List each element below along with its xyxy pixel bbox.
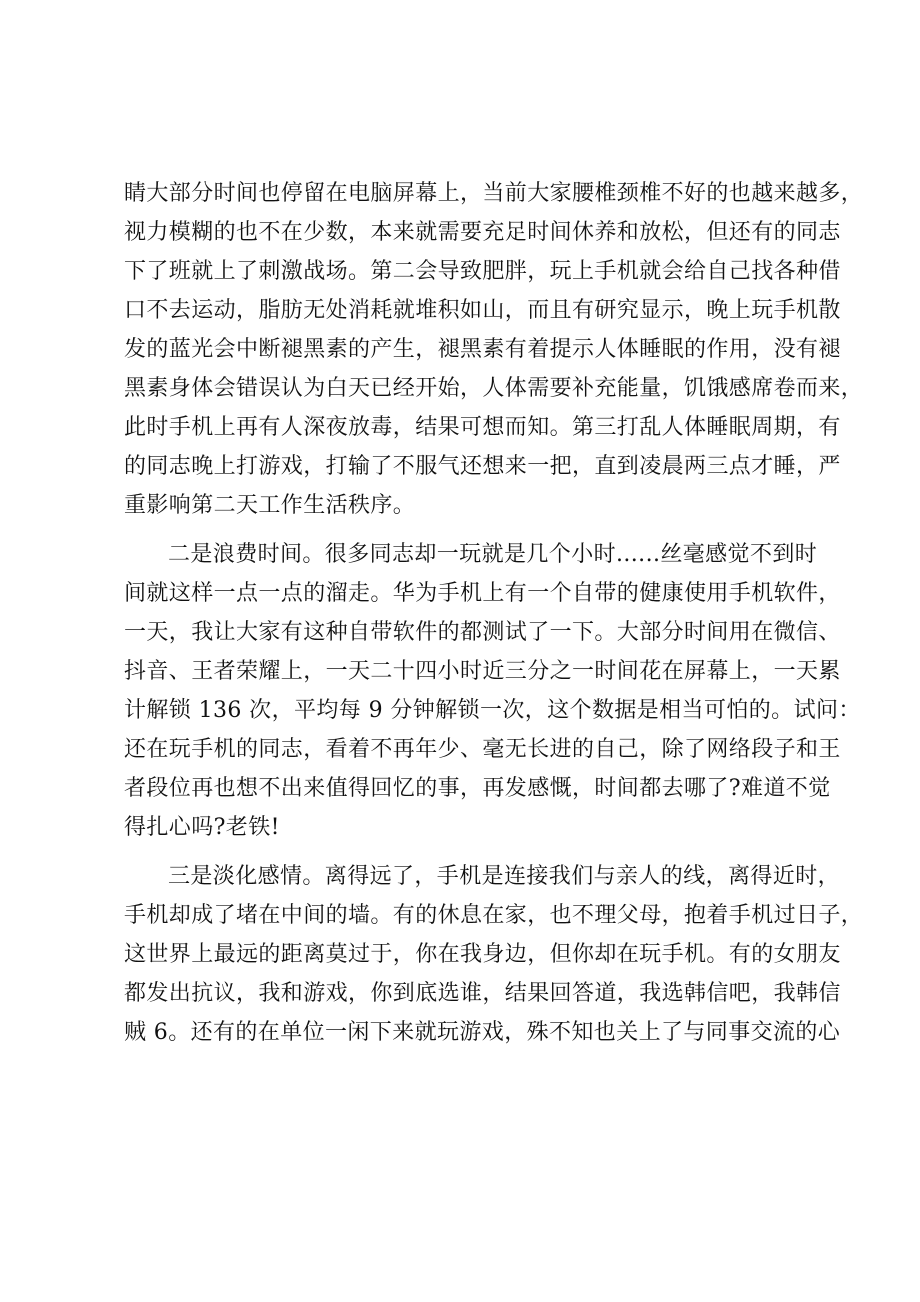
- text-line: 还在玩手机的同志，看着不再年少、毫无长进的自己，除了网络段子和王: [124, 737, 841, 762]
- text-line: 睛大部分时间也停留在电脑屏幕上，当前大家腰椎颈椎不好的也越来越多，: [124, 181, 864, 206]
- paragraph-2: [124, 535, 861, 847]
- text-line: 视力模糊的也不在少数，本来就需要充足时间休养和放松，但还有的同志: [124, 220, 841, 245]
- text-line: 者段位再也想不出来值得回忆的事，再发感慨，时间都去哪了?难道不觉: [124, 776, 831, 801]
- text-line: 手机却成了堵在中间的墙。有的休息在家，也不理父母，抱着手机过日子，: [124, 903, 864, 928]
- text-line: 重影响第二天工作生活秩序。: [124, 493, 416, 518]
- text-line: 都发出抗议，我和游戏，你到底选谁，结果回答道，我选韩信吧，我韩信: [124, 981, 841, 1006]
- text-line: 黑素身体会错误认为白天已经开始，人体需要补充能量，饥饿感席卷而来，: [124, 376, 864, 401]
- text-line: 一天，我让大家有这种自带软件的都测试了一下。大部分时间用在微信、: [124, 620, 841, 645]
- text-line: 得扎心吗?老铁!: [124, 815, 280, 840]
- paragraph-spacer: [124, 525, 814, 535]
- text-line: 贼 6。还有的在单位一闲下来就玩游戏，殊不知也关上了与同事交流的心: [124, 1020, 841, 1045]
- paragraph-1: [124, 174, 864, 525]
- body-text: [124, 174, 864, 1052]
- text-line: 三是淡化感情。离得远了，手机是连接我们与亲人的线，离得近时，: [168, 864, 841, 889]
- text-line: 抖音、王者荣耀上，一天二十四小时近三分之一时间花在屏幕上，一天累: [124, 659, 841, 684]
- text-line: 的同志晚上打游戏，打输了不服气还想来一把，直到凌晨两三点才睡，严: [124, 454, 841, 479]
- paragraph-spacer: [124, 847, 814, 857]
- paragraph-3: [124, 857, 864, 1052]
- text-line: 间就这样一点一点的溜走。华为手机上有一个自带的健康使用手机软件，: [124, 581, 841, 606]
- text-line: 这世界上最远的距离莫过于，你在我身边，但你却在玩手机。有的女朋友: [124, 942, 841, 967]
- text-line: 计解锁 136 次，平均每 9 分钟解锁一次，这个数据是相当可怕的。试问：: [124, 698, 861, 723]
- text-line: 发的蓝光会中断褪黑素的产生，褪黑素有着提示人体睡眠的作用，没有褪: [124, 337, 841, 362]
- text-line: 下了班就上了刺激战场。第二会导致肥胖，玩上手机就会给自己找各种借: [124, 259, 841, 284]
- text-line: 口不去运动，脂肪无处消耗就堆积如山，而且有研究显示，晚上玩手机散: [124, 298, 841, 323]
- text-line: 二是浪费时间。很多同志却一玩就是几个小时......丝毫感觉不到时: [168, 542, 818, 567]
- text-line: 此时手机上再有人深夜放毒，结果可想而知。第三打乱人体睡眠周期，有: [124, 415, 841, 440]
